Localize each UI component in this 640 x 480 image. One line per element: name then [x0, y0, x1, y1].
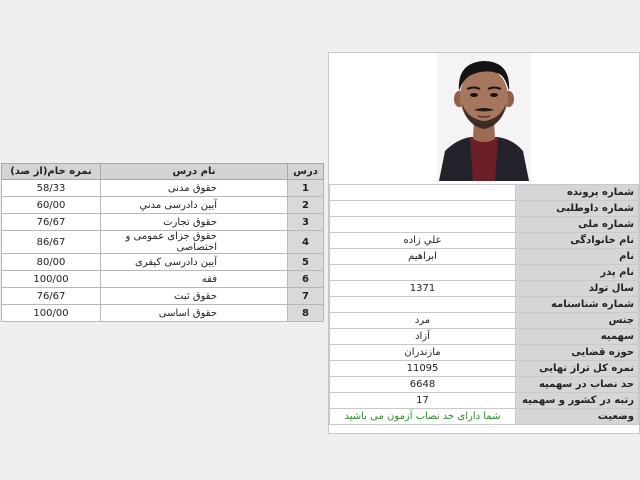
info-row-quota-threshold: [330, 377, 639, 393]
info-row-file-number: [330, 185, 639, 201]
table-row: [2, 288, 324, 305]
national-id-label: شماره ملی: [516, 217, 639, 233]
info-row-father-name: [330, 265, 639, 281]
course-number-cell: 4: [288, 231, 324, 254]
status-label: وضعیت: [516, 409, 639, 425]
info-row-status: [330, 409, 639, 425]
gender-label: جنس: [516, 313, 639, 329]
quota-value: آزاد: [330, 329, 516, 345]
info-row-last-name: [330, 233, 639, 249]
score-cell: 80/00: [2, 254, 101, 271]
score-cell: 100/00: [2, 271, 101, 288]
course-name-cell: حقوق جزای عمومی و اختصاصی: [101, 231, 288, 254]
info-row-national-id: [330, 217, 639, 233]
score-cell: 76/67: [2, 214, 101, 231]
quota-threshold-value: 6648: [330, 377, 516, 393]
course-name-cell: حقوق تجارت: [101, 214, 288, 231]
judicial-district-value: مازندران: [330, 345, 516, 361]
course-number-cell: 1: [288, 180, 324, 197]
table-row: [2, 254, 324, 271]
table-row: [2, 180, 324, 197]
gender-value: مرد: [330, 313, 516, 329]
candidate-number-label: شماره داوطلبی: [516, 201, 639, 217]
quota-threshold-label: حد نصاب در سهمیه: [516, 377, 639, 393]
candidate-photo: [437, 53, 531, 181]
table-row: [2, 214, 324, 231]
judicial-district-label: حوزه قضایی: [516, 345, 639, 361]
header-score: نمره خام(از صد): [2, 164, 101, 180]
father-name-label: نام پدر: [516, 265, 639, 281]
score-cell: 60/00: [2, 197, 101, 214]
score-cell: 86/67: [2, 231, 101, 254]
course-number-cell: 2: [288, 197, 324, 214]
score-cell: 58/33: [2, 180, 101, 197]
table-row: [2, 197, 324, 214]
course-number-cell: 6: [288, 271, 324, 288]
info-row-rank: [330, 393, 639, 409]
total-score-value: 11095: [330, 361, 516, 377]
course-name-cell: حقوق اساسی: [101, 305, 288, 322]
profile-panel: [328, 52, 640, 434]
score-cell: 76/67: [2, 288, 101, 305]
info-row-first-name: [330, 249, 639, 265]
header-course-name: نام درس: [101, 164, 288, 180]
info-row-id-card-number: [330, 297, 639, 313]
course-name-cell: آیین دادرسی مدني: [101, 197, 288, 214]
status-value: شما دارای حد نصاب آزمون می باشید: [330, 409, 516, 425]
course-name-cell: آیین دادرسی کیفری: [101, 254, 288, 271]
last-name-label: نام خانوادگی: [516, 233, 639, 249]
first-name-label: نام: [516, 249, 639, 265]
course-name-cell: فقه: [101, 271, 288, 288]
candidate-info-table: [329, 184, 639, 425]
course-name-cell: حقوق مدنی: [101, 180, 288, 197]
scores-header-row: [2, 164, 324, 180]
rank-value: 17: [330, 393, 516, 409]
id-card-number-value: [330, 297, 516, 313]
birth-year-label: سال تولد: [516, 281, 639, 297]
table-row: [2, 305, 324, 322]
course-number-cell: 7: [288, 288, 324, 305]
file-number-value: [330, 185, 516, 201]
quota-label: سهمیه: [516, 329, 639, 345]
info-row-candidate-number: [330, 201, 639, 217]
id-card-number-label: شماره شناسنامه: [516, 297, 639, 313]
person-portrait-icon: [437, 53, 531, 181]
info-row-judicial-district: [330, 345, 639, 361]
info-row-total-score: [330, 361, 639, 377]
course-name-cell: حقوق ثبت: [101, 288, 288, 305]
national-id-value: [330, 217, 516, 233]
table-row: [2, 231, 324, 254]
course-number-cell: 3: [288, 214, 324, 231]
course-number-cell: 5: [288, 254, 324, 271]
score-cell: 100/00: [2, 305, 101, 322]
photo-frame: [329, 53, 639, 184]
file-number-label: شماره پرونده: [516, 185, 639, 201]
birth-year-value: 1371: [330, 281, 516, 297]
info-row-quota: [330, 329, 639, 345]
last-name-value: علي زاده: [330, 233, 516, 249]
course-number-cell: 8: [288, 305, 324, 322]
candidate-number-value: [330, 201, 516, 217]
first-name-value: ابراهیم: [330, 249, 516, 265]
header-course-number: درس: [288, 164, 324, 180]
scores-table: [1, 163, 324, 322]
father-name-value: [330, 265, 516, 281]
info-row-birth-year: [330, 281, 639, 297]
rank-label: رتبه در کشور و سهمیه: [516, 393, 639, 409]
info-row-gender: [330, 313, 639, 329]
table-row: [2, 271, 324, 288]
total-score-label: نمره کل تراز نهایی: [516, 361, 639, 377]
